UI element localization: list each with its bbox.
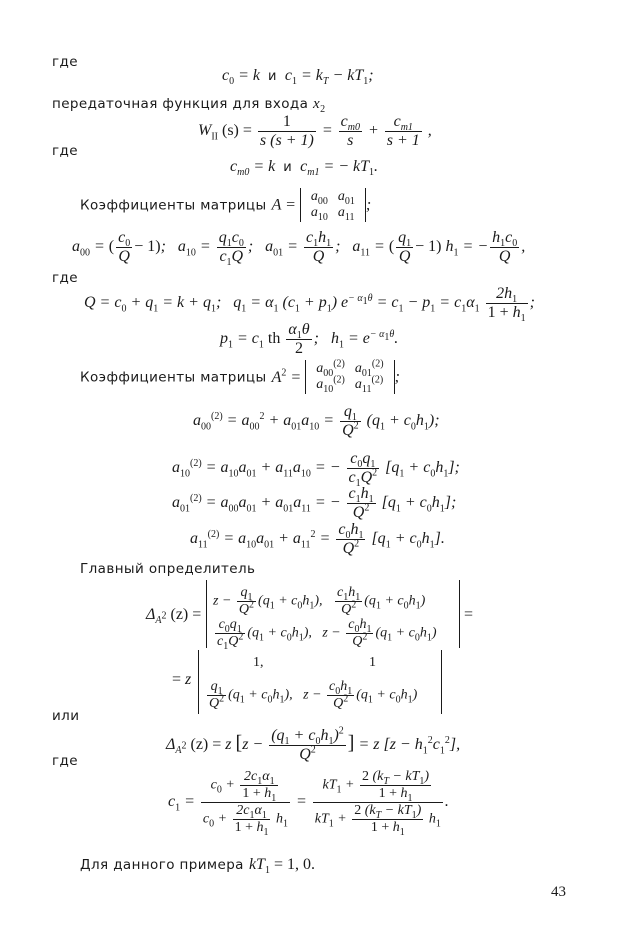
equation-c1-final: $c_1$ = $c_0$ + $\frac{2c_1\alpha_1}{1 + h_1}$ $c_0$ + $\frac{2c_1\alpha_1}{1 + h_1}$ $h_1$ = $kT_1$ + $\frac{2 (k_T - kT_1)}{1 + h_1}$ $kT_1$ + $\frac{2 (k_T - kT_1)}{1 + h_1}$ $h_1$ . <box>168 769 449 838</box>
equation-a10-2: $a_{10}^{(2)} = a_{10}a_{01} + a_{11}a_{10}$ = − $\frac{c_0q_1}{c_1Q^2}$ $[q_1 + c_0h_1]$; <box>172 450 460 490</box>
equation-a-coefficients: $a_{00}$ = ( $\frac{c_0}{Q}$ − 1); $a_{10}$ = $\frac{q_1c_0}{c_1Q}$ ; $a_{01}$ = $\frac{c_1h_1}{Q}$ ; $a_{11}$ = ( $\frac{q_1}{Q}$ − 1) $h_1$ = − $\frac{h_1c_0}{Q}$ , <box>72 229 526 269</box>
matrix-A2: $a_{00}^{(2)}$ $a_{01}^{(2)}$ $a_{10}^{(2)}$ $a_{11}^{(2)}$ <box>305 360 394 394</box>
matrix-A-line: Коэффициенты матрицы A = $a_{00}$ $a_{01}$ $a_{10}$ $a_{11}$ ; <box>80 189 372 223</box>
det-equals: = <box>464 606 474 623</box>
det2-lhs: = z <box>172 671 192 688</box>
equation-c0-c1: $c_0 = k$ и $c_1 = k_T - kT_1$; <box>222 67 374 88</box>
equation-Q: $Q = c_0 + q_1 = k + q_1$; $q_1 = \alpha_1$ $(c_1 + p_1) e^{- \alpha_1\theta} = c_1 - p_1 = c_1\alpha_1$ $\frac{2h_1}{1 + h_1}$ ; <box>84 285 535 325</box>
final-note-line: Для данного примера $kT_1 = 1$, 0. <box>80 856 315 877</box>
matrix-A2-line: Коэффициенты матрицы $A^2$ = $a_{00}^{(2)}$ $a_{01}^{(2)}$ $a_{10}^{(2)}$ $a_{11}^{(2)}$ ; <box>80 358 400 395</box>
matrix-A: $a_{00}$ $a_{01}$ $a_{10}$ $a_{11}$ <box>300 188 366 222</box>
page-number: 43 <box>551 884 566 900</box>
equation-W2: $W_{II}$ (s) = $\frac{1}{s (s + 1)}$ = $\frac{c_{m0}}{s}$ + $\frac{c_{m1}}{s + 1}$ , <box>198 113 432 149</box>
text-ili: или <box>52 708 80 724</box>
text-transfer-intro: передаточная функция для входа $x_2$ <box>52 96 326 115</box>
equation-a01-2: $a_{01}^{(2)} = a_{00}a_{01} + a_{01}a_{11}$ = − $\frac{c_1h_1}{Q^2}$ $[q_1 + c_0h_1]$; <box>172 485 457 521</box>
text-main-determinant: Главный определитель <box>80 561 256 577</box>
determinant-1: z − $\frac{q_1}{Q^2}$ $(q_1 + c_0h_1)$, $\frac{c_1h_1}{Q^2}$ $(q_1 + c_0h_1)$ $\frac{c_0q_1}{c_1Q^2}$ $(q_1 + c_0h_1)$, z − $\frac{c_0h_1}{Q^2}$ $(q_1 + c_0h_1)$ <box>206 580 460 648</box>
equation-a00-2: $a_{00}^{(2)} = a_{00}^2 + a_{01}a_{10}$ = $\frac{q_1}{Q^2}$ $(q_1 + c_0h_1)$; <box>193 403 440 439</box>
text-gde: где <box>52 143 78 159</box>
text-gde: где <box>52 753 78 769</box>
equation-p1: $p_1 = c_1$ th $\frac{\alpha_1\theta}{2}$ ; $h_1 = e^{- \alpha_1\theta}$. <box>220 321 399 357</box>
determinant-2: 1, 1 $\frac{q_1}{Q^2}$ $(q_1 + c_0h_1)$, z − $\frac{c_0h_1}{Q^2}$ $(q_1 + c_0h_1)$ <box>198 650 442 714</box>
equation-cm: $c_{m0} = k$ и $c_{m1}$ = − $kT_1$. <box>230 158 379 179</box>
det-lhs: $\Delta_{A^2}$ (z) = <box>146 606 202 627</box>
text-gde: где <box>52 270 78 286</box>
text-gde: где <box>52 54 78 70</box>
equation-a11-2: $a_{11}^{(2)} = a_{10}a_{01} + a_{11}^2$ = $\frac{c_0h_1}{Q^2}$ $[q_1 + c_0h_1]$. <box>190 521 445 557</box>
equation-delta-final: $\Delta_{A^2}$ (z) = z [z − $\frac{(q_1 + c_0h_1)^2}{Q^2}$ ] = z $[z - h_1^2c_1^2]$, <box>166 725 461 763</box>
